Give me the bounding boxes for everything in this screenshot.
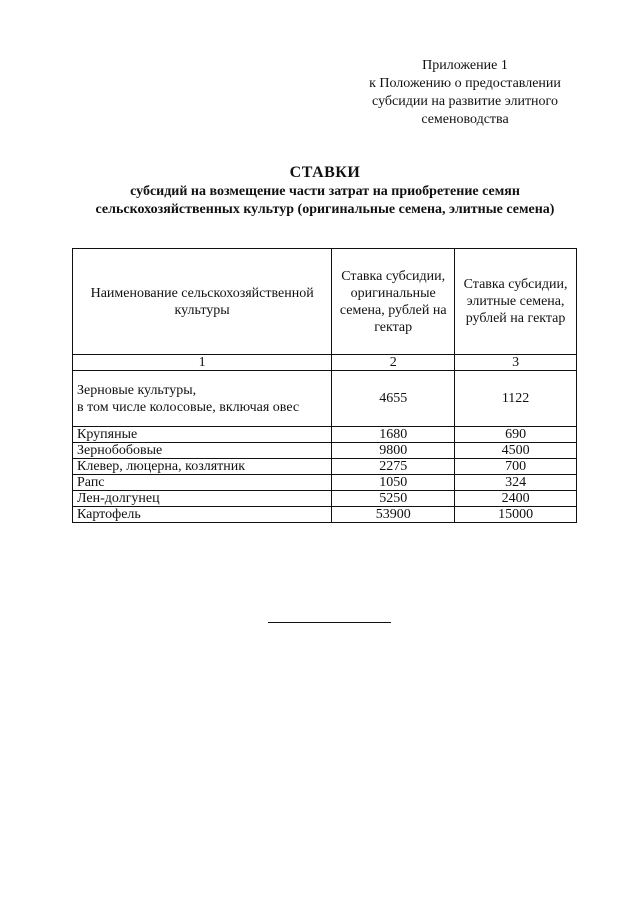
appendix-reference-line: субсидии на развитие элитного	[372, 94, 558, 109]
crop-name: Картофель	[73, 507, 332, 523]
table-row	[73, 491, 577, 507]
original-rate: 2275	[332, 459, 455, 475]
title-main: СТАВКИ	[289, 164, 361, 181]
column-number-row	[73, 355, 577, 371]
table-row	[73, 371, 577, 427]
elite-rate: 15000	[455, 507, 577, 523]
header-original-seeds-rate: Ставка субсидии, оригинальные семена, рублей на гектар	[332, 249, 455, 355]
original-rate: 4655	[332, 371, 455, 427]
elite-rate: 2400	[455, 491, 577, 507]
table-header-row	[73, 249, 577, 355]
column-number: 1	[73, 355, 332, 371]
title-subtitle: субсидий на возмещение части затрат на приобретение семян	[130, 184, 520, 199]
original-rate: 1680	[332, 427, 455, 443]
elite-rate: 4500	[455, 443, 577, 459]
appendix-reference-line: к Положению о предоставлении	[369, 76, 561, 91]
elite-rate: 690	[455, 427, 577, 443]
table-row	[73, 427, 577, 443]
crop-name: Лен-долгунец	[73, 491, 332, 507]
crop-name: Зернобобовые	[73, 443, 332, 459]
closing-divider	[268, 622, 391, 623]
appendix-header	[340, 57, 590, 129]
original-rate: 9800	[332, 443, 455, 459]
original-rate: 53900	[332, 507, 455, 523]
table-row	[73, 443, 577, 459]
original-rate: 1050	[332, 475, 455, 491]
appendix-reference-line: семеноводства	[421, 112, 509, 127]
title-subtitle: сельскохозяйственных культур (оригинальные семена, элитные семена)	[95, 202, 555, 217]
crop-name: Рапс	[73, 475, 332, 491]
header-crop-name: Наименование сельскохозяйственной культуры	[73, 249, 332, 355]
crop-name-line: в том числе колосовые, включая овес	[77, 399, 300, 415]
header-elite-seeds-rate: Ставка субсидии, элитные семена, рублей на гектар	[455, 249, 577, 355]
crop-name: Клевер, люцерна, козлятник	[73, 459, 332, 475]
table-row	[73, 475, 577, 491]
table-row	[73, 459, 577, 475]
elite-rate: 1122	[455, 371, 577, 427]
crop-name-line: Зерновые культуры,	[77, 382, 197, 398]
crop-name: Крупяные	[73, 427, 332, 443]
column-number: 2	[332, 355, 455, 371]
appendix-number: Приложение 1	[422, 58, 508, 73]
elite-rate: 324	[455, 475, 577, 491]
elite-rate: 700	[455, 459, 577, 475]
column-number: 3	[455, 355, 577, 371]
original-rate: 5250	[332, 491, 455, 507]
crop-name	[73, 371, 332, 427]
subsidy-rates-table	[72, 248, 577, 523]
document-title	[40, 163, 610, 219]
table-row	[73, 507, 577, 523]
